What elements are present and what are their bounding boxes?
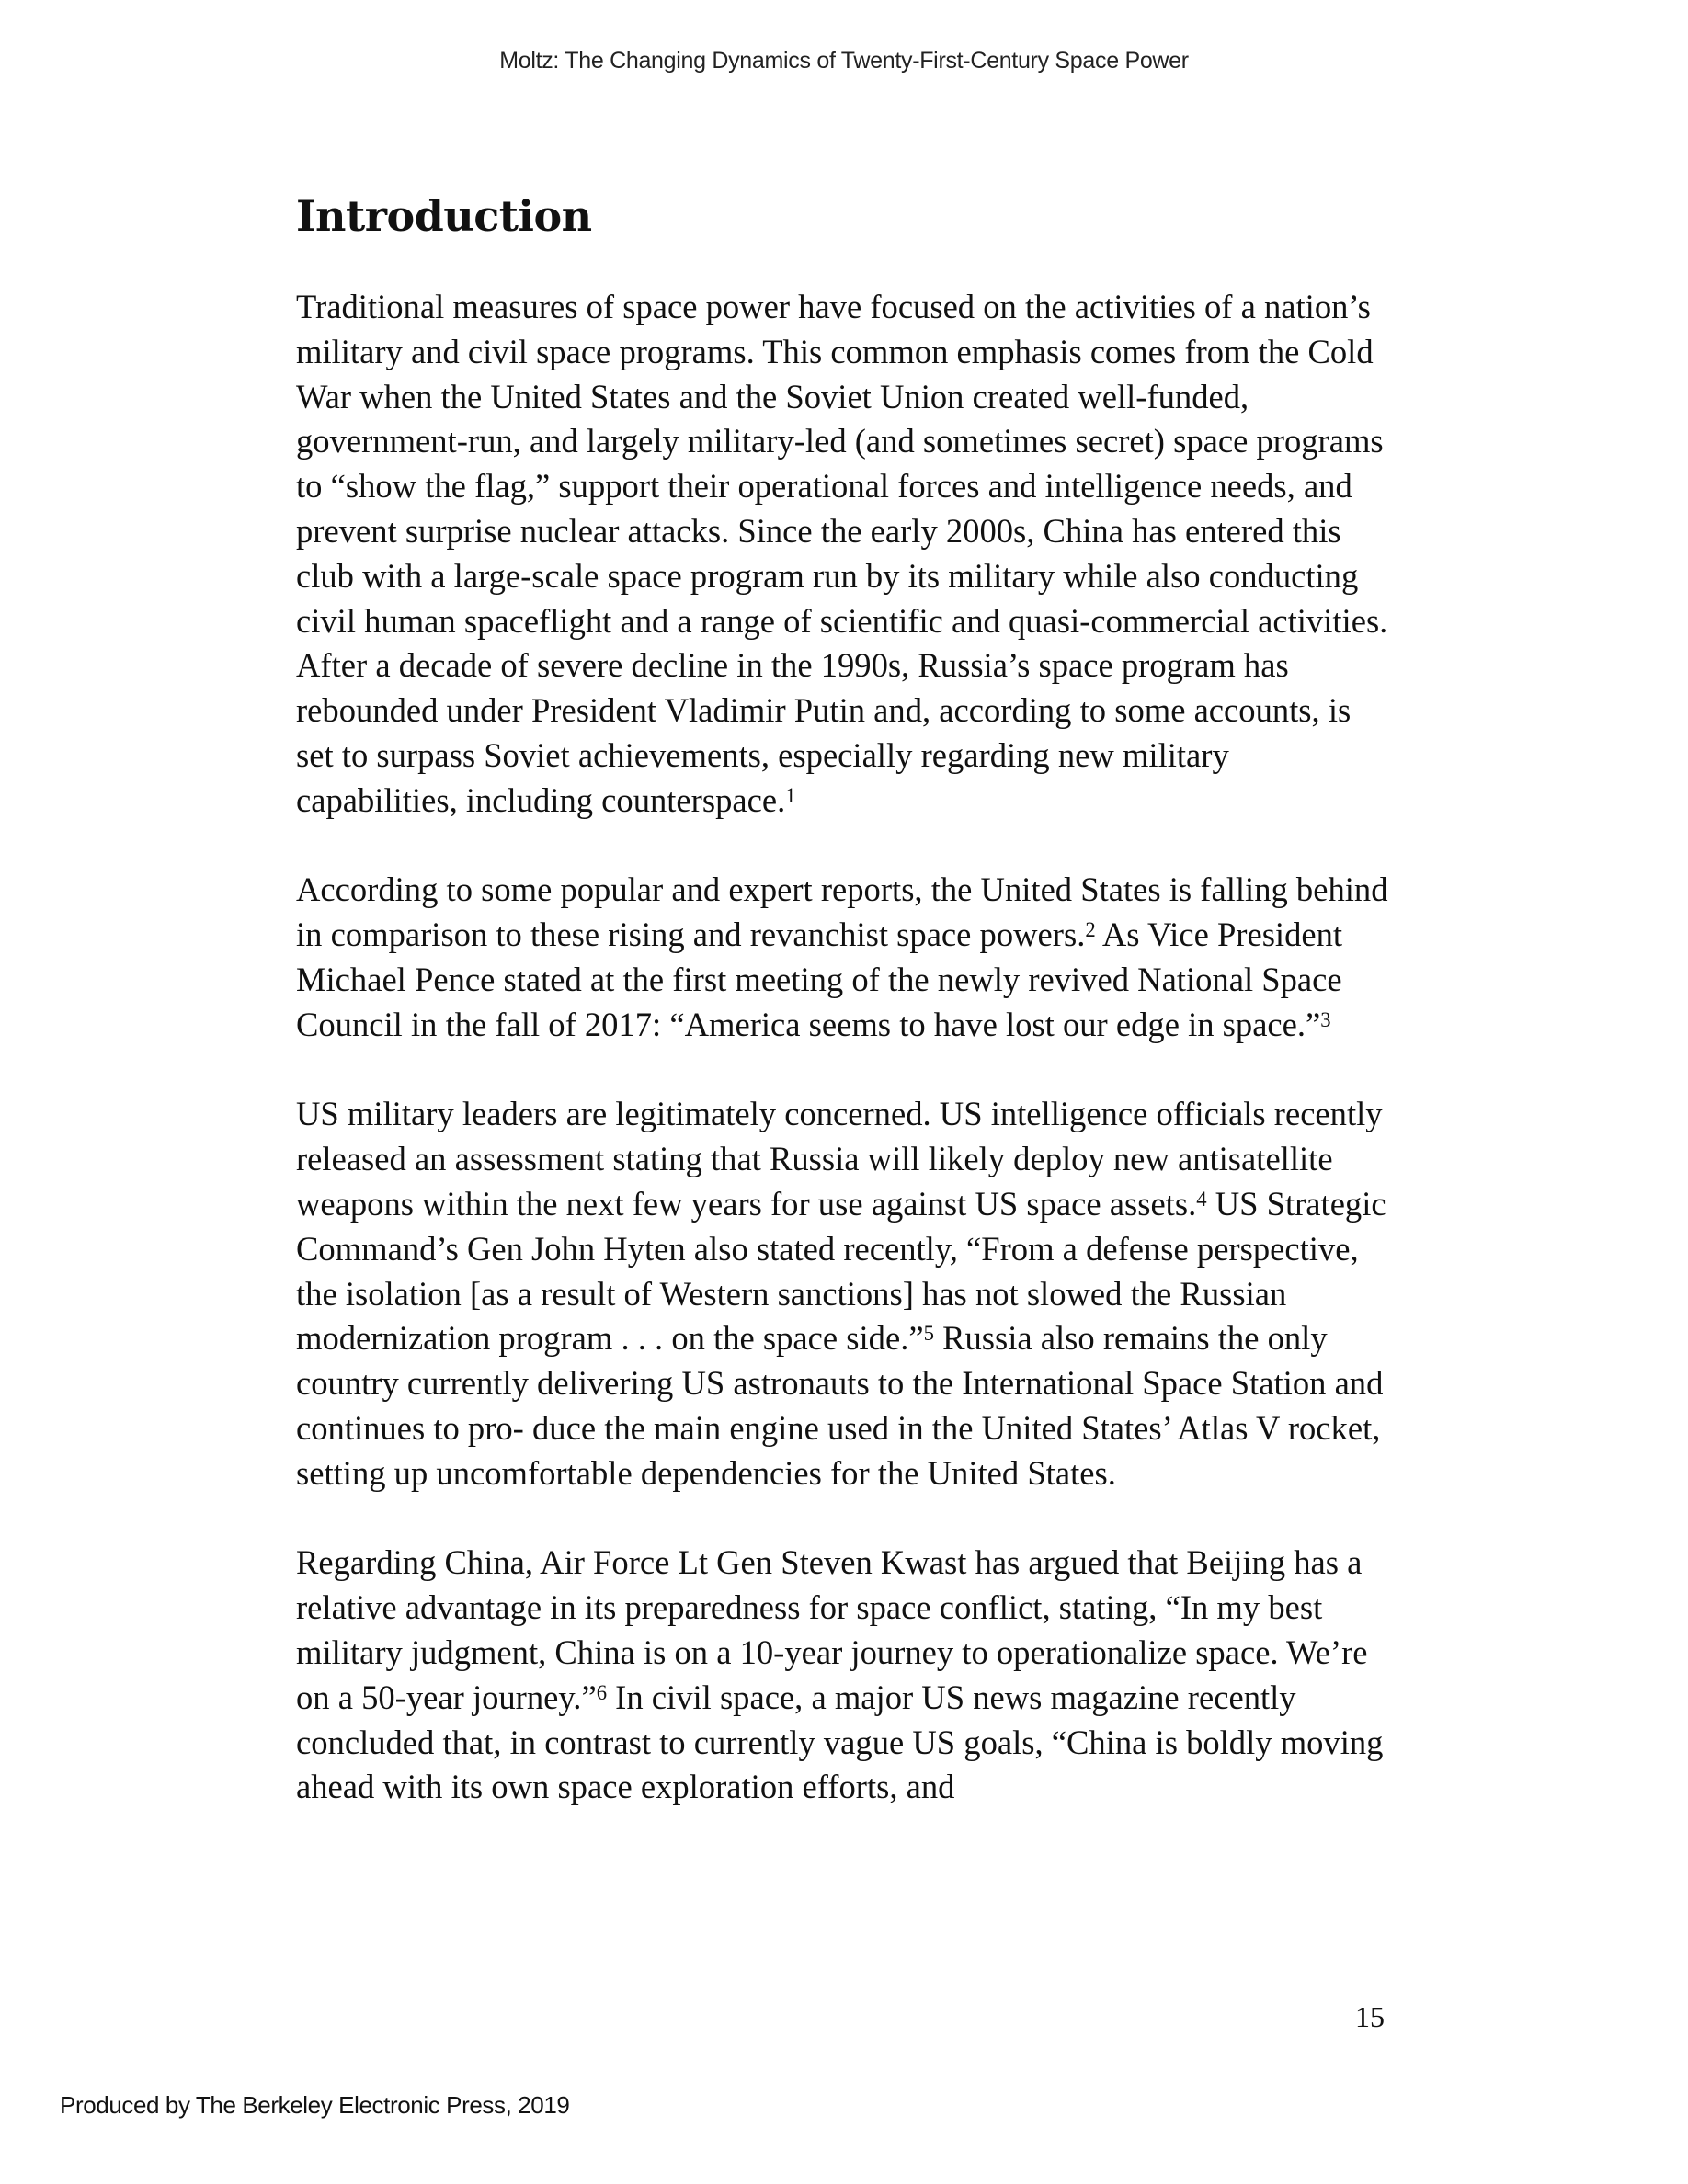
- page-number: 15: [1355, 2000, 1385, 2033]
- paragraph-text: US military leaders are legitimately concerned. US intelligence officials recently released an assessment stating that Russia will likely deploy new antisatellite weapons within the next few years for use against US space assets.: [296, 1095, 1383, 1223]
- footnote-ref-3[interactable]: 3: [1320, 1007, 1331, 1031]
- footnote-ref-2[interactable]: 2: [1085, 917, 1096, 941]
- paragraph-4: [296, 1541, 1390, 1810]
- section-title: Introduction: [296, 191, 592, 241]
- footer-credit: Produced by The Berkeley Electronic Press, 2019: [60, 2091, 570, 2119]
- paragraph-text: According to some popular and expert reports, the United States is falling behind in comparison to these rising and revanchist space powers.: [296, 870, 1388, 954]
- footnote-ref-6[interactable]: 6: [596, 1680, 608, 1704]
- paragraph-text: As Vice President Michael Pence stated at the first meeting of the newly revived National Space Council in the fall of 2017: “America seems to have lost our edge in space.”: [296, 916, 1343, 1043]
- footnote-ref-4[interactable]: 4: [1196, 1187, 1207, 1211]
- footnote-ref-1[interactable]: 1: [785, 783, 796, 807]
- paragraph-text: US Strategic Command’s Gen John Hyten also stated recently, “From a defense perspective, the isolation [as a result of Western sanctions] has not slowed the Russian modernization program . . . on the space side.”: [296, 1184, 1386, 1358]
- paragraph-1: [296, 285, 1390, 824]
- footnote-ref-5[interactable]: 5: [923, 1322, 934, 1346]
- paragraph-text: Regarding China, Air Force Lt Gen Steven Kwast has argued that Beijing has a relative advantage in its preparedness for space conflict, stating, “In my best military judgment, China is on a 10-year journey to operationalize space. We’re on a 50-year journey.”: [296, 1543, 1368, 1716]
- page-body: [296, 191, 1390, 1855]
- paragraph-text: In civil space, a major US news magazine recently concluded that, in contrast to currently vague US goals, “China is boldly moving ahead with its own space exploration efforts, and: [296, 1678, 1384, 1806]
- paragraph-text: Traditional measures of space power have focused on the activities of a nation’s military and civil space programs. This common emphasis comes from the Cold War when the United States and the Soviet Union created well-funded, government-run, and largely military-led (and sometimes secret) space programs to “show the flag,” support their operational forces and intelligence needs, and prevent surprise nuclear attacks. Since the early 2000s, China has entered this club with a large-scale space program run by its military while also conducting civil human spaceflight and a range of scientific and quasi-commercial activities. After a decade of severe decline in the 1990s, Russia’s space program has rebounded under President Vladimir Putin and, according to some accounts, is set to surpass Soviet achievements, especially regarding new military capabilities, including counterspace.: [296, 288, 1388, 819]
- paragraph-2: [296, 868, 1390, 1047]
- running-header: Moltz: The Changing Dynamics of Twenty-First-Century Space Power: [499, 48, 1189, 74]
- paragraph-text: Russia also remains the only country currently delivering US astronauts to the International Space Station and continues to pro- duce the main engine used in the United States’ Atlas V rocket, setting up uncomfortable dependencies for the United States.: [296, 1319, 1384, 1492]
- paragraph-3: [296, 1092, 1390, 1496]
